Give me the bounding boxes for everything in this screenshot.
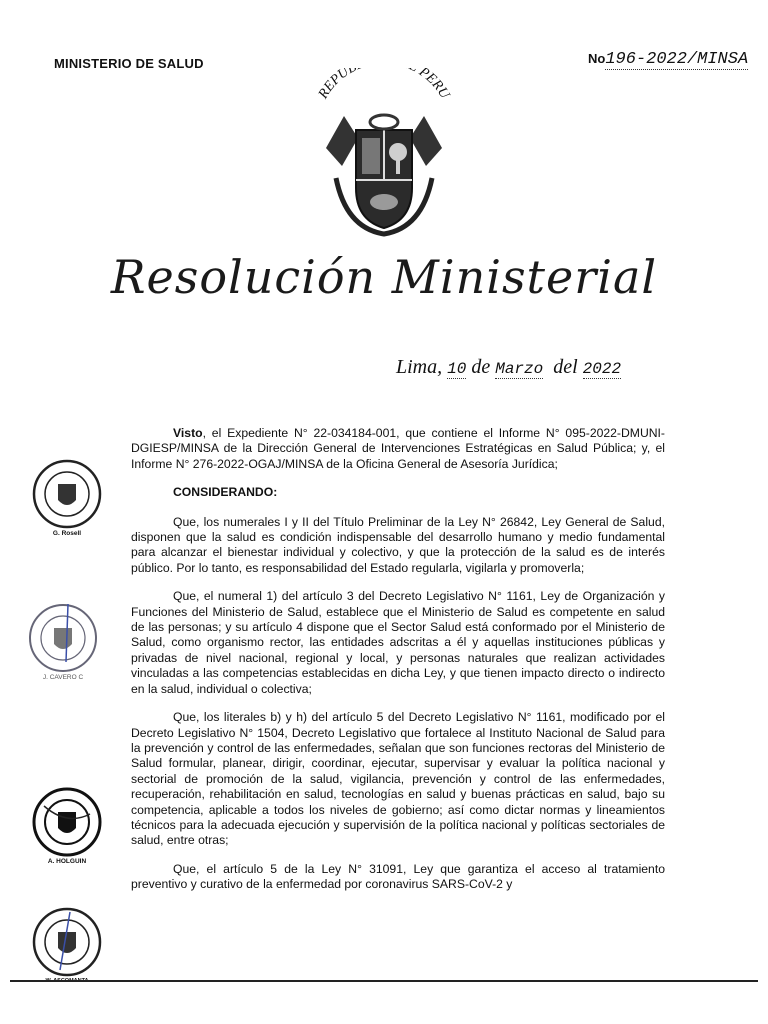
official-seal-1 bbox=[30, 458, 104, 538]
date-de: de bbox=[471, 356, 491, 378]
dateline bbox=[396, 356, 621, 379]
number-value: 196-2022/MINSA bbox=[605, 50, 749, 69]
resolution-number bbox=[588, 50, 748, 69]
paragraph-1: Que, los numerales I y II del Título Preliminar de la Ley N° 26842, Ley General de Salud, disponen que la salud es condición indispensable del desarrollo humano y medio fundamental para alcanzar el bienestar individual y colectivo, y que la protección de la salud es de interés público. Por lo tanto, es responsabilidad del Estado regularla, vigilarla y promoverla; bbox=[131, 514, 665, 575]
number-prefix: No bbox=[588, 51, 606, 66]
document-body bbox=[131, 426, 665, 906]
official-seal-2 bbox=[26, 602, 100, 682]
seal-caption: A. HOLGUIN bbox=[47, 858, 87, 865]
crest-arc-text: REPUB PERU bbox=[315, 68, 452, 102]
visto-label: Visto bbox=[173, 426, 203, 440]
visto-paragraph bbox=[131, 426, 665, 472]
paragraph-3: Que, los literales b) y h) del artículo 5 del Decreto Legislativo N° 1161, modificado por el Decreto Legislativo N° 1504, Decreto Legislativo que fortalece al Instituto Nacional de Salud para la prevención y control de las enfermedades, señalan que son funciones rectoras del Ministerio de Salud formular, planear, dirigir, coordinar, ejecutar, supervisar y evaluar la política nacional y sectorial de promoción de la salud, vigilancia, prevención y control de las enfermedades, recuperación, rehabilitación en salud, tecnologías en salud y buenas prácticas en salud, bajo su competencia, aplicable a todos los niveles de gobierno; así como dictar normas y lineamientos técnicos para la adecuada ejecución y supervisión de la política nacional y políticas sectoriales de salud, entre otras; bbox=[131, 710, 665, 848]
official-seal-4 bbox=[30, 906, 104, 986]
document-title: Resolución Ministerial bbox=[110, 250, 658, 304]
paragraph-4: Que, el artículo 5 de la Ley N° 31091, Ley que garantiza el acceso al tratamiento preventivo y curativo de la enfermedad por coronavirus SARS-CoV-2 y bbox=[131, 861, 665, 892]
seal-caption: G. Rosell bbox=[52, 530, 82, 537]
date-day: 10 bbox=[447, 360, 467, 378]
considerando-heading: CONSIDERANDO: bbox=[173, 485, 278, 500]
seal-caption: J. CAVERO C bbox=[42, 674, 84, 681]
date-month: Marzo bbox=[495, 360, 544, 378]
paragraph-2: Que, el numeral 1) del artículo 3 del Decreto Legislativo N° 1161, Ley de Organización y Funciones del Ministerio de Salud, establece que el Ministerio de Salud es competente en salud de las personas; y su artículo 4 dispone que el Sector Salud está conformado por el Ministerio de Salud, como organismo rector, las entidades adscritas a él y aquellas instituciones públicas y privadas de nivel nacional, regional y local, y personas naturales que realizan actividades vinculadas a las competencias establecidas en dicha Ley, y que tienen impacto directo o indirecto en la salud, individual o colectiva; bbox=[131, 589, 665, 696]
ministry-header: MINISTERIO DE SALUD bbox=[54, 56, 204, 71]
official-seal-3 bbox=[30, 786, 104, 866]
date-city: Lima, bbox=[396, 356, 443, 378]
visto-text: , el Expediente N° 22-034184-001, que contiene el Informe N° 095-2022-DMUNI-DGIESP/MINSA de la Dirección General de Intervenciones Estratégicas en Salud Pública; y, el Informe N° 276-2022-OGAJ/MINSA de la Oficina General de Asesoría Jurídica; bbox=[131, 426, 665, 471]
date-del: del bbox=[553, 356, 578, 378]
date-year: 2022 bbox=[582, 360, 622, 378]
bottom-rule bbox=[10, 980, 758, 982]
coat-of-arms bbox=[306, 68, 462, 246]
